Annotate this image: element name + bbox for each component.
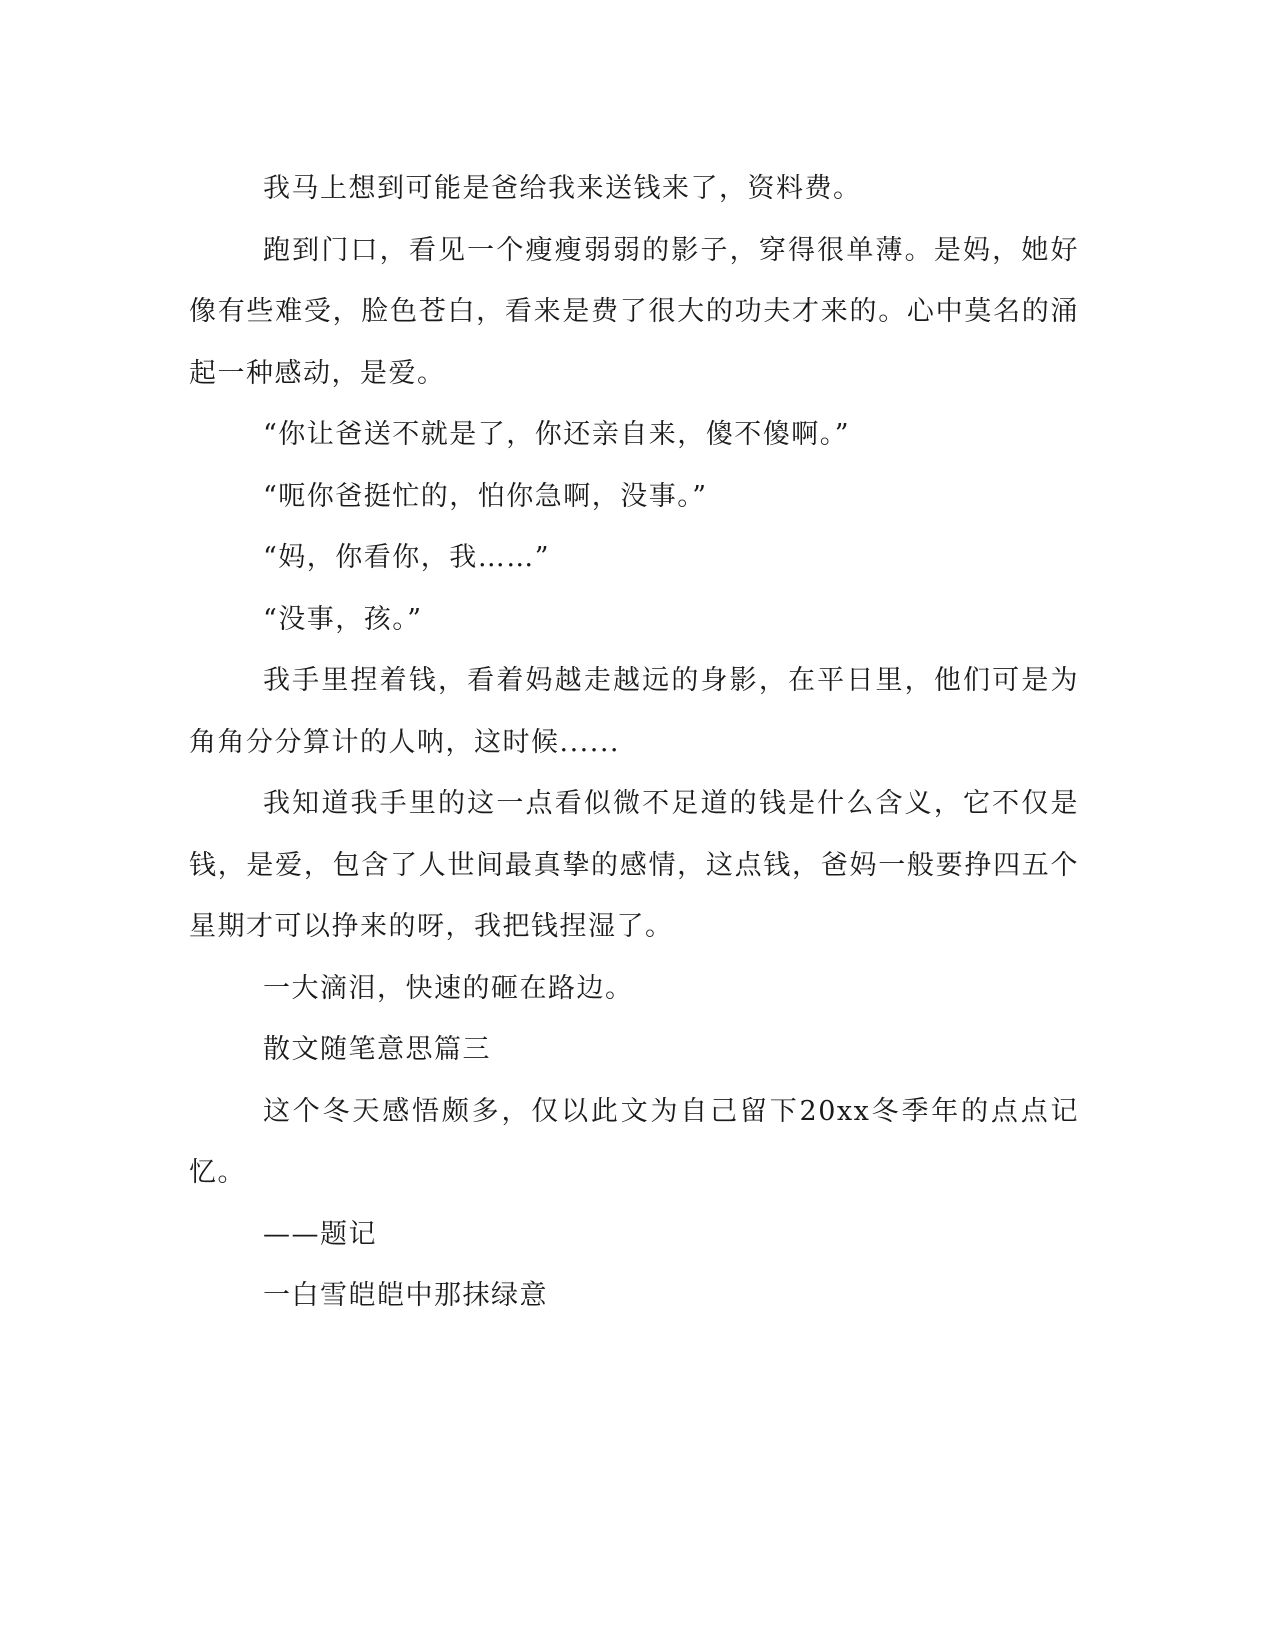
- dialogue-line: “呃你爸挺忙的，怕你急啊，没事。”: [263, 480, 708, 512]
- paragraph: 这个冬天感悟颇多，仅以此文为自己留下20xx冬季年的点点记忆。: [189, 1095, 1079, 1188]
- dialogue-line: “你让爸送不就是了，你还亲自来，傻不傻啊。”: [263, 419, 851, 450]
- section-heading: 散文随笔意思篇三: [263, 1034, 491, 1065]
- dialogue-line: “妈，你看你，我……”: [263, 542, 551, 573]
- paragraph: 我手里捏着钱，看着妈越走越远的身影，在平日里，他们可是为角角分分算计的人呐，这时候......: [189, 665, 1079, 758]
- paragraph: 我知道我手里的这一点看似微不足道的钱是什么含义，它不仅是钱，是爱，包含了人世间最真挚的感情，这点钱，爸妈一般要挣四五个星期才可以挣来的呀，我把钱捏湿了。: [189, 788, 1079, 942]
- paragraph: 我马上想到可能是爸给我来送钱来了，资料费。: [263, 173, 862, 204]
- paragraph: 一大滴泪，快速的砸在路边。: [263, 972, 634, 1004]
- document-body: [189, 158, 1079, 1327]
- paragraph: 跑到门口，看见一个瘦瘦弱弱的影子，穿得很单薄。是妈，她好像有些难受，脸色苍白，看来是费了很大的功夫才来的。心中莫名的涌起一种感动，是爱。: [189, 234, 1079, 389]
- subsection-heading: 一白雪皑皑中那抹绿意: [263, 1280, 548, 1311]
- epigraph-note: ——题记: [263, 1218, 377, 1250]
- dialogue-line: “没事，孩。”: [263, 603, 423, 635]
